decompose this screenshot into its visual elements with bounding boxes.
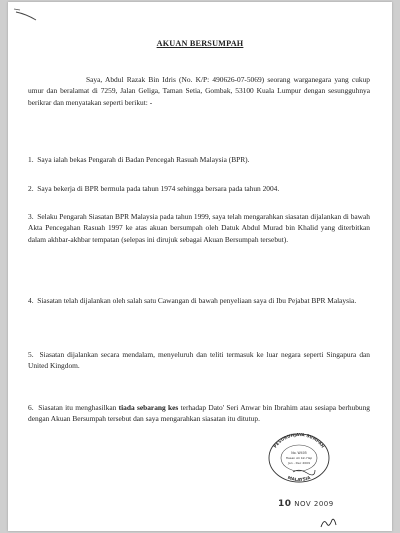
item-text-bold: tiada sebarang kes [118, 403, 179, 412]
item-number: 2. [28, 184, 34, 193]
list-item [28, 295, 370, 306]
list-item [28, 402, 370, 425]
item-text: Selaku Pengarah Siasatan BPR Malaysia pada tahun 1999, saya telah mengarahkan siasatan dijalankan di bawah Akta Pencegahan Rasuah 1997 ke atas akuan bersumpah oleh Datuk Abdul Murad bin Khalid yang diterbitkan dalam akhbar-akhbar tempatan (selepas ini dirujuk sebagai Akuan Bersumpah tersebut). [28, 212, 370, 244]
item-text: Saya bekerja di BPR bermula pada tahun 1974 sehingga bersara pada tahun 2004. [37, 184, 280, 193]
pen-mark [12, 6, 48, 24]
date-month-year: NOV 2009 [294, 500, 334, 508]
seal-ring-top: PESURUHJAYA SUMPAH [272, 431, 326, 449]
seal-line: No. W405 [291, 451, 307, 455]
commissioner-seal [263, 428, 335, 484]
intro-paragraph: Saya, Abdul Razak Bin Idris (No. K/P: 490626-07-5069) seorang warganegara yang cukup umur dan beralamat di 7259, Jalan Geliga, Taman Setia, Gombak, 53100 Kuala Lumpur dengan sesungguhnya berikrar dan menyatakan seperti berikut: - [28, 75, 370, 107]
seal-ring-bottom: MALAYSIA [287, 474, 312, 483]
item-text-before: Siasatan itu menghasilkan [38, 403, 119, 412]
item-text: Siasatan dijalankan secara mendalam, menyeluruh dan teliti termasuk ke luar negara seperti Singapura dan United Kingdom. [28, 350, 370, 371]
date-day: 10 [278, 499, 292, 509]
list-item [28, 349, 370, 372]
date-stamp [278, 499, 334, 509]
list-item [28, 154, 370, 165]
svg-text:PESURUHJAYA SUMPAH [272, 432, 325, 449]
item-number: 1. [28, 155, 34, 164]
item-number: 6. [28, 403, 34, 412]
item-text: Saya ialah bekas Pengarah di Badan Pencegah Rasuah Malaysia (BPR). [37, 155, 250, 164]
seal-line: Hasan Ali bin Haji [285, 456, 313, 460]
item-text: Siasatan telah dijalankan oleh salah satu Cawangan di bawah penyeliaan saya di Ibu Pejabat BPR Malaysia. [37, 296, 357, 305]
signature [318, 516, 340, 530]
list-item [28, 183, 370, 194]
document-page [8, 2, 392, 531]
item-text-after: terhadap Dato' Seri Anwar bin Ibrahim atau sesiapa berhubung dengan Akuan Bersumpah tersebut dan saya mengarahkan siasatan itu ditutup. [28, 403, 370, 424]
list-item [28, 211, 370, 245]
item-number: 3. [28, 212, 34, 221]
seal-line: Jan - Dec 2009 [287, 461, 311, 465]
document-title: AKUAN BERSUMPAH [156, 39, 244, 48]
item-number: 5. [28, 350, 34, 359]
item-number: 4. [28, 296, 34, 305]
